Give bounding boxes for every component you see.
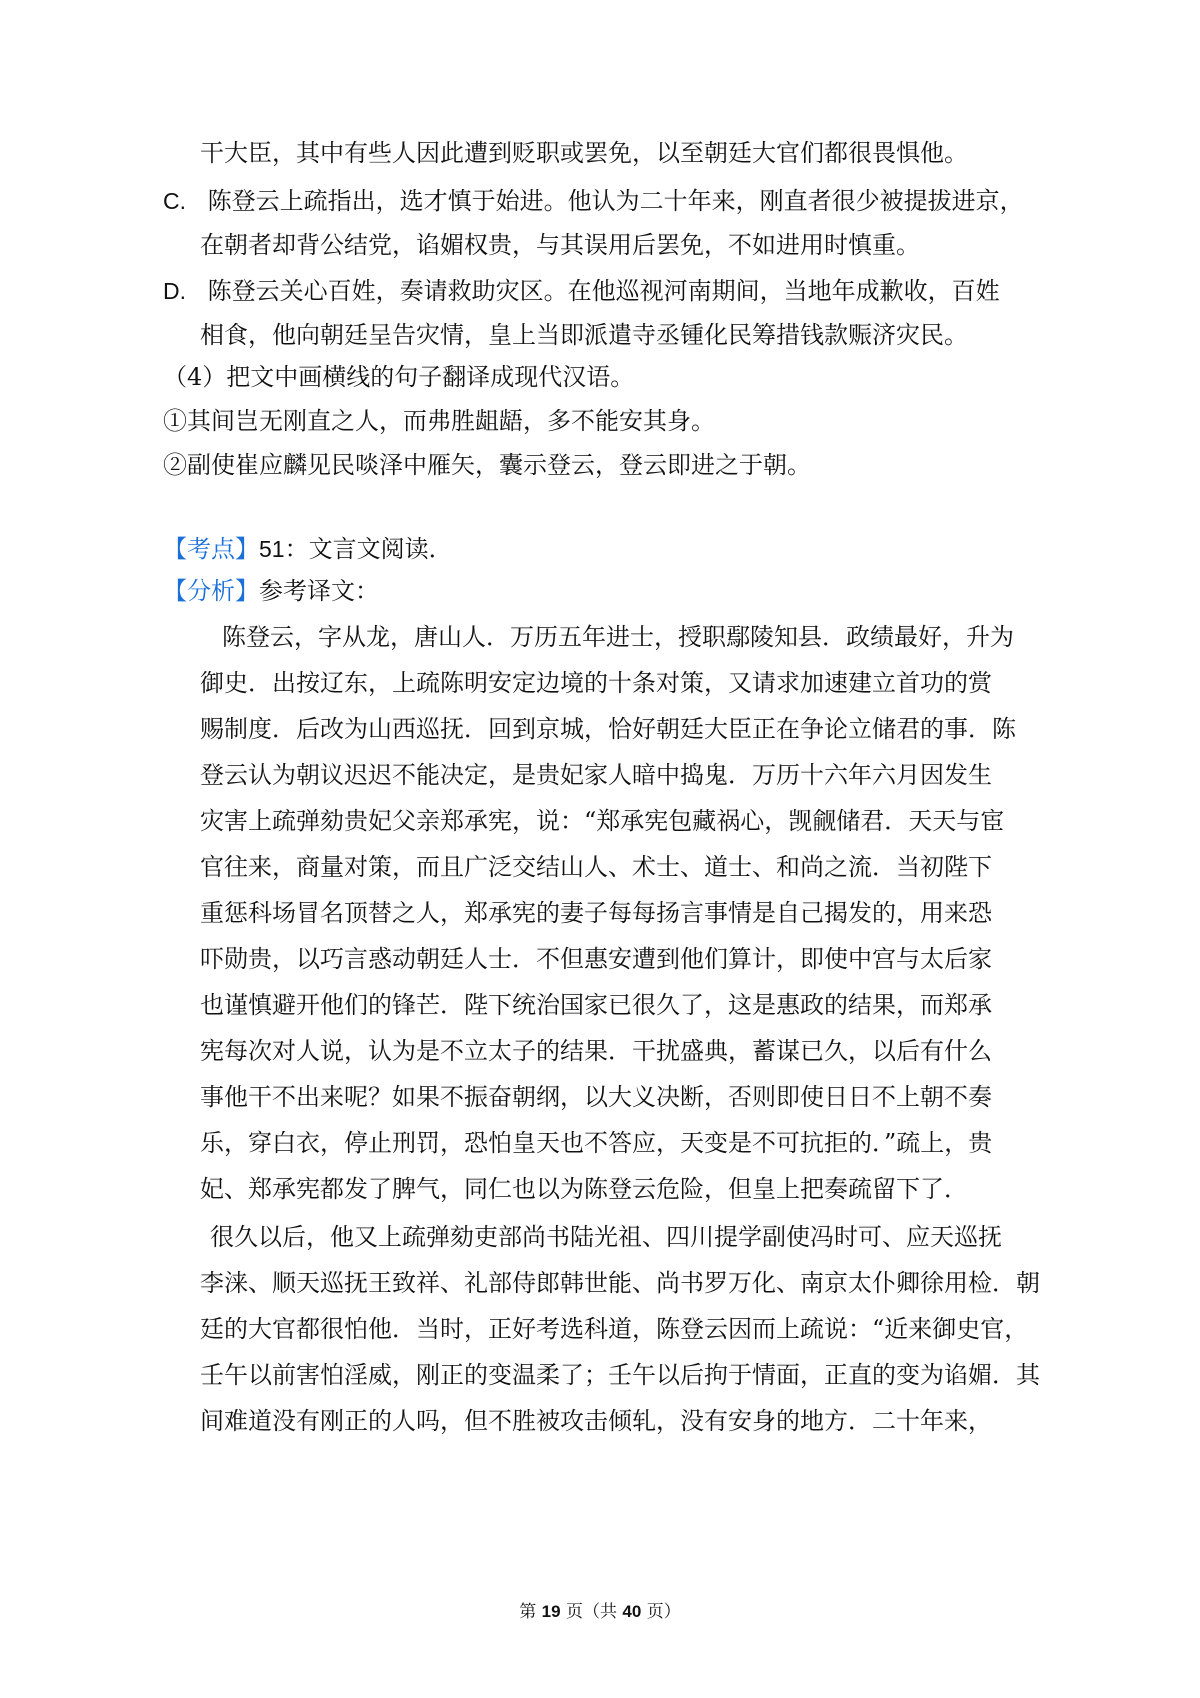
- fenxi-line: [163, 576, 379, 606]
- option-c-line1: [163, 186, 1024, 216]
- option-c-letter: C.: [163, 188, 186, 214]
- translation-para2-line: 间难道没有刚正的人吗，但不胜被攻击倾轧，没有安身的地方．二十年来，: [200, 1407, 992, 1435]
- footer-page-number: 19: [541, 1602, 561, 1621]
- translation-para1-line: 灾害上疏弹劾贵妃父亲郑承宪，说：“郑承宪包藏祸心，觊觎储君．天天与宦: [200, 807, 1005, 835]
- translation-para2-line: 壬午以前害怕淫威，刚正的变温柔了；壬午以后拘于情面，正直的变为谄媚．其: [200, 1361, 1040, 1389]
- translation-para1-line: 吓勋贵，以巧言惑动朝廷人士．不但惠安遭到他们算计，即使中宫与太后家: [200, 945, 992, 973]
- option-b-continuation: 干大臣，其中有些人因此遭到贬职或罢免，以至朝廷大官们都很畏惧他。: [200, 139, 968, 167]
- translation-para1-line: 宪每次对人说，认为是不立太子的结果．干扰盛典，蓄谋已久，以后有什么: [200, 1037, 992, 1065]
- question-4-item-1: ①其间岂无刚直之人，而弗胜龃龉，多不能安其身。: [163, 407, 715, 435]
- fenxi-tag: 【分析】: [163, 577, 259, 605]
- translation-para2-line: 李涞、顺天巡抚王致祥、礼部侍郎韩世能、尚书罗万化、南京太仆卿徐用检．朝: [200, 1269, 1040, 1297]
- kaodian-tag: 【考点】: [163, 535, 259, 563]
- translation-para1-line: 重惩科场冒名顶替之人，郑承宪的妻子每每扬言事情是自己揭发的，用来恐: [200, 899, 992, 927]
- translation-para1-line: 乐，穿白衣，停止刑罚，恐怕皇天也不答应，天变是不可抗拒的．”疏上，贵: [200, 1129, 993, 1157]
- translation-para2-line: 廷的大官都很怕他．当时，正好考选科道，陈登云因而上疏说：“近来御史官，: [200, 1315, 1029, 1343]
- kaodian-number: 51: [259, 536, 285, 562]
- translation-para1-line: 也谨慎避开他们的锋芒．陛下统治国家已很久了，这是惠政的结果，而郑承: [200, 991, 992, 1019]
- translation-para1-line: 御史．出按辽东，上疏陈明安定边境的十条对策，又请求加速建立首功的赏: [200, 669, 992, 697]
- translation-para2-line: 很久以后，他又上疏弹劾吏部尚书陆光祖、四川提学副使冯时可、应天巡抚: [210, 1223, 1002, 1251]
- translation-para1-line: 登云认为朝议迟迟不能决定，是贵妃家人暗中捣鬼．万历十六年六月因发生: [200, 761, 992, 789]
- option-c-line2: 在朝者却背公结党，谄媚权贵，与其误用后罢免，不如进用时慎重。: [200, 231, 920, 259]
- footer-suffix: 页）: [646, 1602, 681, 1622]
- kaodian-text: ：文言文阅读．: [284, 535, 453, 563]
- question-4-item-2: ②副使崔应麟见民啖泽中雁矢，囊示登云，登云即进之于朝。: [163, 451, 811, 479]
- page-footer: [0, 1600, 1200, 1624]
- fenxi-text: 参考译文：: [259, 577, 379, 605]
- question-4-prompt: （4）把文中画横线的句子翻译成现代汉语。: [163, 363, 635, 391]
- option-c-text: 陈登云上疏指出，选才慎于始进。他认为二十年来，刚直者很少被提拔进京，: [207, 187, 1024, 215]
- translation-para1-line: 事他干不出来呢？如果不振奋朝纲，以大义决断，否则即使日日不上朝不奏: [200, 1083, 992, 1111]
- translation-para1-line: 妃、郑承宪都发了脾气，同仁也以为陈登云危险，但皇上把奏疏留下了．: [200, 1175, 968, 1203]
- translation-para1-line: 赐制度．后改为山西巡抚．回到京城，恰好朝廷大臣正在争论立储君的事．陈: [200, 715, 1016, 743]
- footer-middle: 页（共: [566, 1602, 617, 1622]
- translation-para1-line: 官往来，商量对策，而且广泛交结山人、术士、道士、和尚之流．当初陛下: [200, 853, 992, 881]
- footer-total-pages: 40: [622, 1602, 642, 1621]
- option-d-line2: 相食，他向朝廷呈告灾情，皇上当即派遣寺丞锺化民筹措钱款赈济灾民。: [200, 321, 968, 349]
- option-d-line1: [163, 276, 1000, 306]
- kaodian-line: [163, 534, 453, 564]
- footer-prefix: 第: [519, 1602, 537, 1622]
- option-d-letter: D.: [163, 278, 186, 304]
- option-d-text: 陈登云关心百姓，奏请救助灾区。在他巡视河南期间，当地年成歉收，百姓: [207, 277, 1000, 305]
- translation-para1-line: 陈登云，字从龙，唐山人．万历五年进士，授职鄢陵知县．政绩最好，升为: [222, 623, 1014, 651]
